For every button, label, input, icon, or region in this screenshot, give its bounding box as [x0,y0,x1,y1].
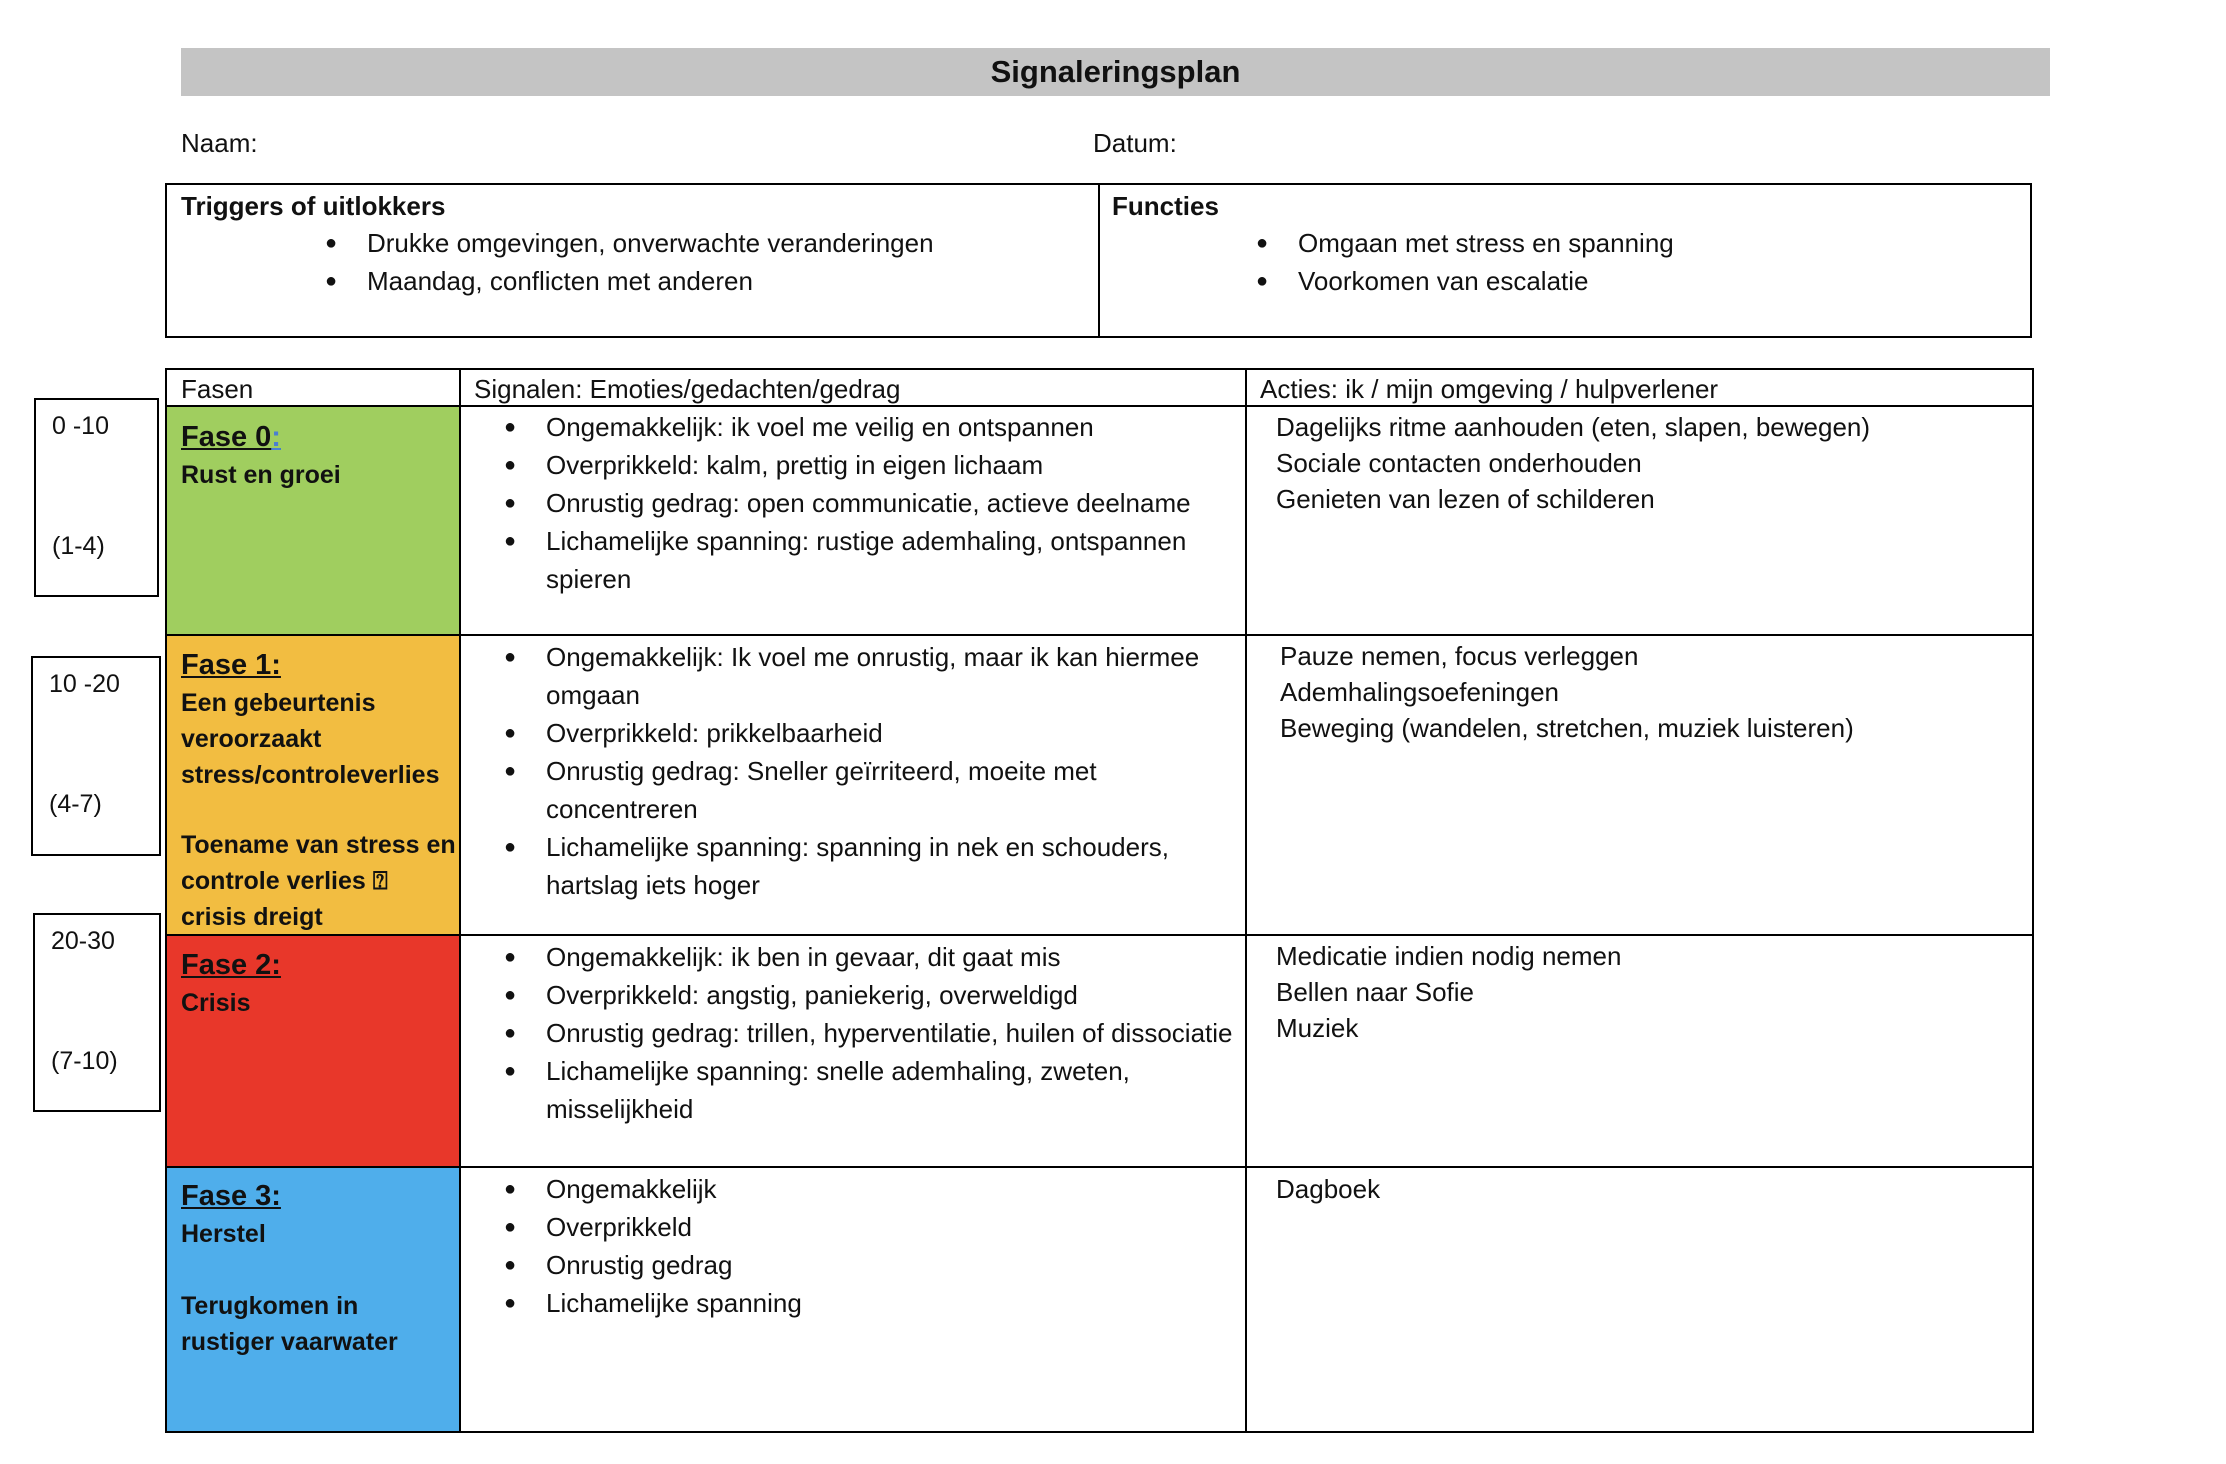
list-item: Ademhalingsoefeningen [1280,677,1559,707]
fase1-subtitle: Een gebeurtenis veroorzaakt stress/controleverlies [181,689,440,789]
row-divider-1 [165,634,2034,636]
list-item: Dagboek [1276,1174,1381,1204]
triggers-heading: Triggers of uitlokkers [181,191,446,221]
fase0-actions [1276,409,2016,517]
row-divider-3 [165,1166,2034,1168]
fase1-label [181,645,456,935]
fase3-title: Fase 3: [181,1180,281,1212]
list-item: ● Overprikkeld: prikkelbaarheid [504,714,1234,752]
score-range: 20-30 [51,927,115,955]
score-box-0 [34,398,159,597]
list-item: Medicatie indien nodig nemen [1276,941,1622,971]
fase2-signals [504,938,1234,1128]
fase3-signals [504,1170,1234,1322]
list-item: ● Ongemakkelijk: Ik voel me onrustig, maar ik kan hiermee omgaan [504,638,1234,714]
fase2-subtitle: Crisis [181,989,251,1017]
column-divider-2 [1245,368,1247,1433]
score-box-2 [33,913,161,1112]
score-range: 0 -10 [52,412,109,440]
list-item: ● Lichamelijke spanning [504,1284,1234,1322]
list-item: Muziek [1276,1013,1359,1043]
list-item: Genieten van lezen of schilderen [1276,484,1655,514]
fase1-title: Fase 1: [181,649,281,681]
header-acties: Acties: ik / mijn omgeving / hulpverlener [1260,374,1719,404]
datum-label: Datum: [1093,128,1177,158]
fase3-extra: Terugkomen in rustiger vaarwater [181,1292,398,1356]
fase3-actions [1276,1171,2016,1207]
list-item: ● Voorkomen van escalatie [1256,262,2012,300]
triggers-functies-divider [1098,183,1100,338]
fase1-signals [504,638,1234,904]
naam-label: Naam: [181,128,258,158]
list-item: ● Lichamelijke spanning: snelle ademhaling, zweten, misselijkheid [504,1052,1234,1128]
list-item: Bellen naar Sofie [1276,977,1475,1007]
fase0-signals [504,408,1234,598]
triggers-list [325,224,1081,300]
row-divider-header [165,405,2034,407]
list-item: Dagelijks ritme aanhouden (eten, slapen, bewegen) [1276,412,1871,442]
list-item: Beweging (wandelen, stretchen, muziek luisteren) [1280,713,1854,743]
list-item: ● Maandag, conflicten met anderen [325,262,1081,300]
page-title-text: Signaleringsplan [990,54,1241,89]
list-item: ● Ongemakkelijk: ik voel me veilig en ontspannen [504,408,1234,446]
fase1-extra: Toename van stress en controle verlies ⍰ crisis dreigt [181,831,456,931]
column-divider-1 [459,368,461,1433]
page-title [181,48,2050,96]
score-scale: (4-7) [49,790,102,818]
list-item: ● Onrustig gedrag: open communicatie, actieve deelname [504,484,1234,522]
fase0-title-suffix: : [271,421,281,453]
functies-section [1112,188,2012,300]
list-item: Pauze nemen, focus verleggen [1280,641,1639,671]
fase1-actions [1280,638,2020,746]
header-fasen: Fasen [181,374,254,404]
list-item: ● Drukke omgevingen, onverwachte veranderingen [325,224,1081,262]
fase0-title: Fase 0 [181,421,272,453]
score-scale: (7-10) [51,1047,118,1075]
score-box-1 [31,656,161,856]
list-item: ● Lichamelijke spanning: spanning in nek en schouders, hartslag iets hoger [504,828,1234,904]
fase3-label [181,1176,451,1360]
list-item: ● Onrustig gedrag [504,1246,1234,1284]
list-item: ● Onrustig gedrag: trillen, hyperventilatie, huilen of dissociatie [504,1014,1234,1052]
header-signalen: Signalen: Emoties/gedachten/gedrag [474,374,901,404]
list-item: ● Ongemakkelijk: ik ben in gevaar, dit gaat mis [504,938,1234,976]
triggers-section [181,188,1081,300]
fase2-label [181,945,451,1021]
fase2-actions [1276,938,2016,1046]
functies-list [1256,224,2012,300]
score-scale: (1-4) [52,532,105,560]
fase3-subtitle: Herstel [181,1220,266,1248]
list-item: ● Omgaan met stress en spanning [1256,224,2012,262]
fase0-label [181,417,451,493]
list-item: ● Ongemakkelijk [504,1170,1234,1208]
list-item: ● Overprikkeld: angstig, paniekerig, overweldigd [504,976,1234,1014]
functies-heading: Functies [1112,191,1219,221]
list-item: ● Onrustig gedrag: Sneller geïrriteerd, moeite met concentreren [504,752,1234,828]
list-item: ● Overprikkeld [504,1208,1234,1246]
score-range: 10 -20 [49,670,120,698]
list-item: Sociale contacten onderhouden [1276,448,1642,478]
fase2-title: Fase 2: [181,949,281,981]
fase0-subtitle: Rust en groei [181,461,341,489]
list-item: ● Lichamelijke spanning: rustige ademhaling, ontspannen spieren [504,522,1234,598]
list-item: ● Overprikkeld: kalm, prettig in eigen lichaam [504,446,1234,484]
